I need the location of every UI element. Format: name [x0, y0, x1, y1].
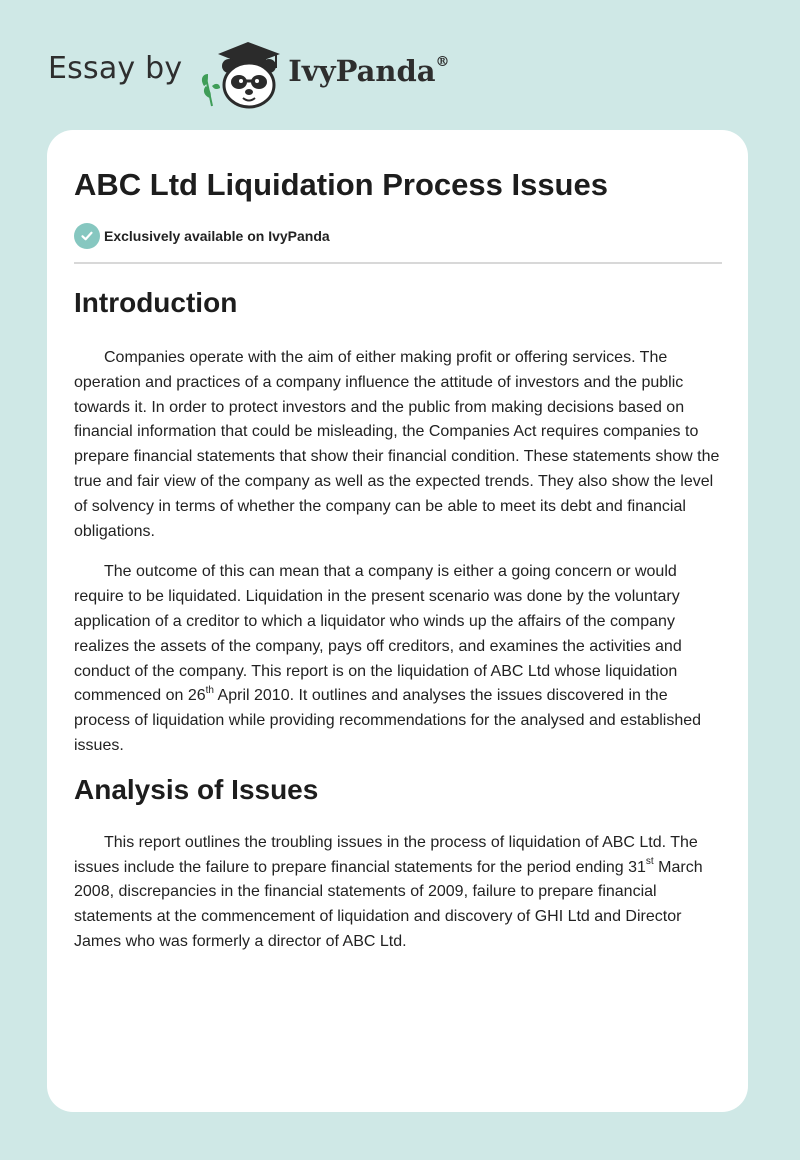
paragraph-text: The outcome of this can mean that a company is either a going concern or would require to be liquidated. Liquidation in the present scenario was done by the voluntary application of a creditor to which a liquidator who winds up the affairs of the company realizes the assets of the company, pays off creditors, and examines the activities and conduct of the company. This report is on the liquidation of ABC Ltd whose liquidation commenced on 26 — [74, 563, 682, 705]
essay-card — [47, 130, 748, 1112]
paragraph-text: April 2010. It outlines and analyses the issues discovered in the process of liquidation while providing recommendations for the analysed and established issues. — [74, 687, 702, 754]
divider — [74, 262, 722, 264]
section-heading-introduction: Introduction — [74, 287, 238, 318]
ordinal-suffix: st — [645, 856, 654, 868]
paragraph-text: This report outlines the troubling issues in the process of liquidation of ABC Ltd. The issues include the failure to prepare financial statements for the period ending 31 — [74, 833, 698, 876]
paragraph — [74, 560, 724, 758]
exclusive-badge-text: Exclusively available on IvyPanda — [104, 228, 330, 244]
brand-text: IvyPanda — [288, 54, 436, 88]
essay-by-label: Essay by — [48, 50, 183, 86]
ordinal-suffix: th — [205, 685, 214, 697]
site-header — [48, 34, 450, 110]
registered-mark: ® — [435, 54, 450, 71]
paragraph-text: March 2008, discrepancies in the financial statements of 2009, failure to prepare financial statements at the commencement of liquidation and discovery of GHI Ltd and Director James who was formerly a director of ABC Ltd. — [74, 858, 703, 950]
page-title: ABC Ltd Liquidation Process Issues — [74, 167, 608, 202]
paragraph: Companies operate with the aim of either making profit or offering services. The operation and practices of a company influence the attitude of investors and the public towards it. In order to protect investors and the public from making decisions based on financial information that could be misleading, the Companies Act requires companies to prepare financial statements that show their financial condition. These statements show the true and fair view of the company as well as the expected trends. They also show the level of solvency in terms of whether the company can be able to meet its debt and financial obligations. — [74, 349, 720, 540]
panda-logo-icon[interactable] — [196, 34, 286, 110]
exclusive-badge — [74, 222, 722, 250]
brand-name[interactable] — [288, 54, 449, 88]
paragraph — [74, 831, 724, 955]
checkmark-icon — [74, 223, 100, 249]
section-heading-analysis: Analysis of Issues — [74, 773, 319, 805]
